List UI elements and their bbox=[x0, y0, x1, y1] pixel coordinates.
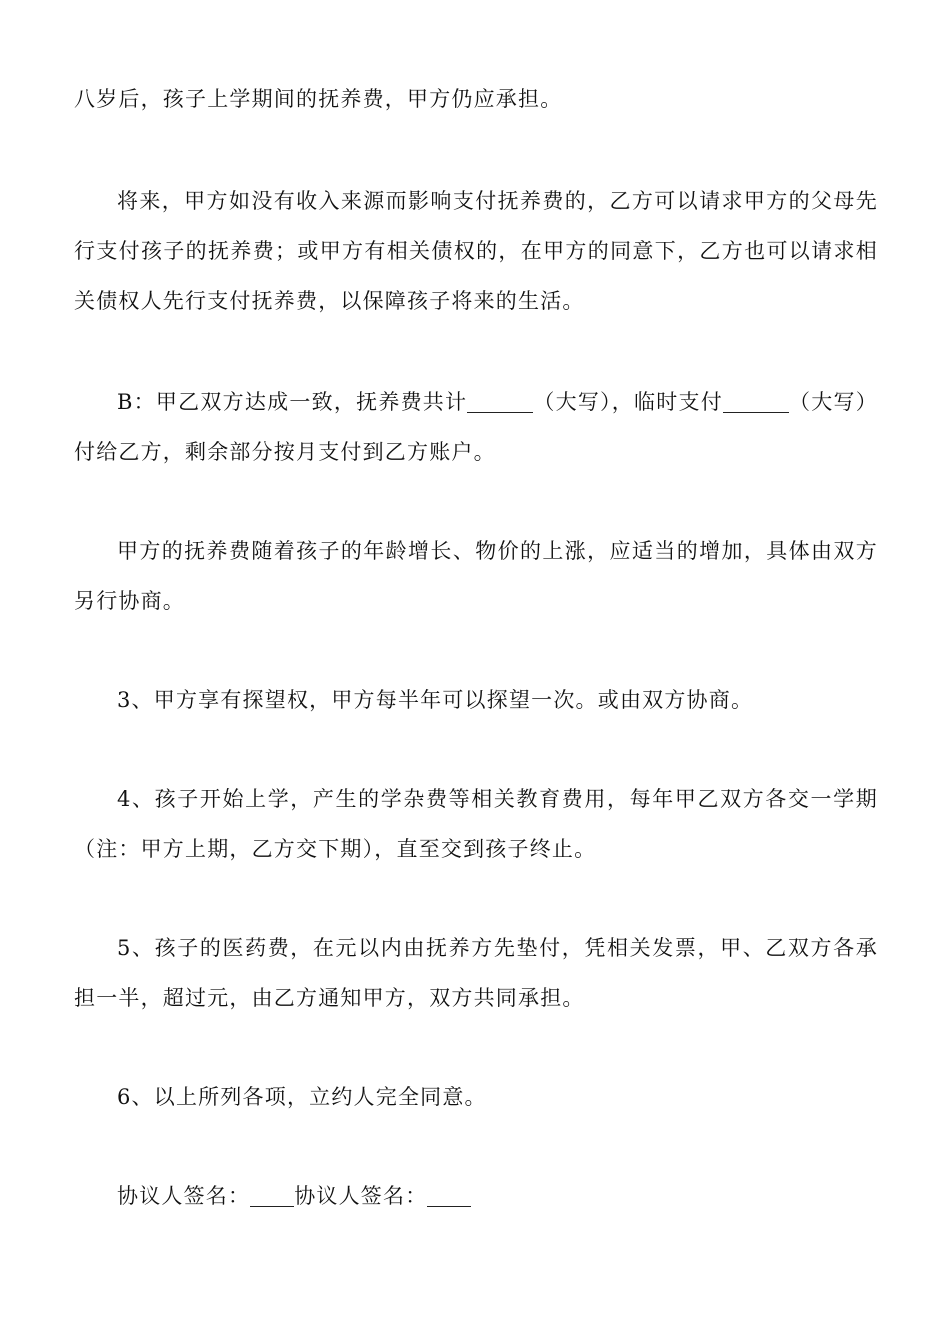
paragraph-clause-b bbox=[74, 377, 878, 477]
clause-b-text-1: B：甲乙双方达成一致，抚养费共计 bbox=[117, 390, 468, 414]
temporary-payment-blank bbox=[723, 392, 789, 413]
paragraph-medical-fees: 5、孩子的医药费，在元以内由抚养方先垫付，凭相关发票，甲、乙双方各承担一半，超过元，由乙方通知甲方，双方共同承担。 bbox=[74, 936, 878, 1010]
paragraph-fee-increase: 甲方的抚养费随着孩子的年龄增长、物价的上涨，应适当的增加，具体由双方另行协商。 bbox=[74, 539, 878, 613]
signature-label-1: 协议人签名： bbox=[117, 1184, 251, 1208]
paragraph-future-payment: 将来，甲方如没有收入来源而影响支付抚养费的，乙方可以请求甲方的父母先行支付孩子的抚养费；或甲方有相关债权的，在甲方的同意下，乙方也可以请求相关债权人先行支付抚养费，以保障孩子将来的生活。 bbox=[74, 189, 878, 313]
clause-b-text-3: （大写）付给乙方，剩余部分按月支付到乙方账户。 bbox=[74, 390, 878, 464]
signature-blank-1 bbox=[250, 1186, 294, 1207]
paragraph-visitation: 3、甲方享有探望权，甲方每半年可以探望一次。或由双方协商。 bbox=[117, 688, 754, 712]
signature-blank-2 bbox=[427, 1186, 471, 1207]
paragraph-education-fees: 4、孩子开始上学，产生的学杂费等相关教育费用，每年甲乙双方各交一学期（注：甲方上期，乙方交下期），直至交到孩子终止。 bbox=[74, 787, 878, 861]
total-amount-blank bbox=[467, 392, 533, 413]
clause-b-text-2: （大写），临时支付 bbox=[533, 390, 724, 414]
paragraph-continuation: 八岁后，孩子上学期间的抚养费，甲方仍应承担。 bbox=[74, 87, 563, 111]
signature-label-2: 协议人签名： bbox=[294, 1184, 428, 1208]
paragraph-agreement: 6、以上所列各项，立约人完全同意。 bbox=[117, 1085, 487, 1109]
signature-line bbox=[74, 1171, 878, 1221]
